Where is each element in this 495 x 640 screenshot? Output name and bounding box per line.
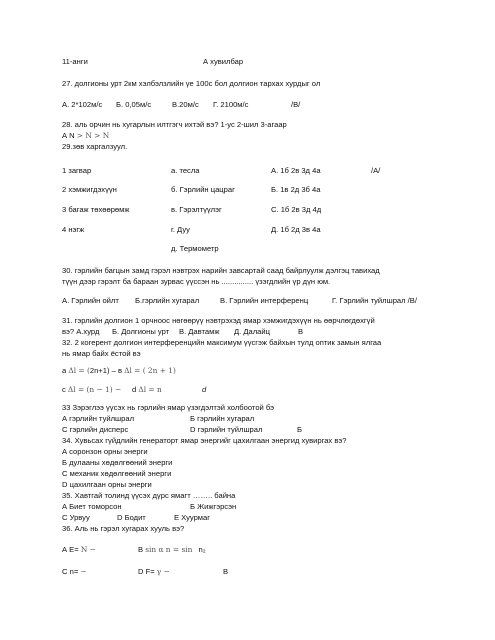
q36-answer: В <box>223 567 229 576</box>
q29-col3-item: Д. 1б 2д 3в 4а <box>271 225 321 234</box>
q36-option-d <box>138 567 170 576</box>
q27-text: 27. долгионы урт 2км хэлбэлзлийн үе 100с бол долгион тархах хурдыг ол <box>62 79 321 88</box>
q33-option-d: D гэрлийн туйлшрал <box>190 425 263 434</box>
q31-line2-c: В. Давтамж <box>179 327 220 336</box>
q29-col2-item: б. Гэрлийн цацраг <box>171 185 235 194</box>
q31-line2-a: вэ? А.хурд <box>62 327 100 336</box>
q30-option-d: Г. Гэрлийн туйлшрал /В/ <box>332 296 417 305</box>
q30-option-a: А. Гэрлийн ойлт <box>62 296 119 305</box>
q36-c-label: С n= <box>62 567 79 576</box>
q30-option-b: Б.гэрлийн хугарал <box>135 296 200 305</box>
q32-answer: d <box>202 385 207 394</box>
q29-col1-item: 4 нэгж <box>62 225 85 234</box>
q30-option-c: В. Гэрлийн интерференц <box>220 296 309 305</box>
q32-a-sep: – в <box>111 366 122 375</box>
q34-text: 34. Хувьсах гүйдлийн генераторт ямар энергийг цахилгаан энергид хувиргах вэ? <box>62 436 347 445</box>
q29-col1-item: 1 загвар <box>62 166 92 175</box>
q29-col2-item: а. тесла <box>171 166 200 175</box>
q28-answer-label: А N <box>62 131 75 140</box>
q27-option-d: Г. 2100м/с <box>213 100 249 109</box>
q29-col2-item: г. Дуу <box>171 225 190 234</box>
q34-option-c: С механик хөдөлгөөний энерги <box>62 469 172 478</box>
q35-option-a: А Биет томорсон <box>62 502 122 511</box>
q29-answer: /А/ <box>371 166 381 175</box>
q36-a-label: А E= <box>62 545 79 554</box>
q32-a-text: 2n+1) <box>89 366 110 375</box>
q35-option-b: Б Жижгэрсэн <box>190 502 237 511</box>
q27-option-b: Б. 0,05м/с <box>116 100 152 109</box>
q32-c-label: с <box>62 385 66 394</box>
variant-label: А хувилбар <box>203 57 244 66</box>
q36-d-math: γ − <box>156 567 170 576</box>
q33-option-a: А гэрлийн туйлшрал <box>62 414 135 423</box>
q36-c-math: − <box>80 567 87 576</box>
q31-line2-d: Д. Далайц <box>234 327 270 336</box>
q33-text: 33 Зэрэглээ үүсэх нь гэрлийн ямар үзэгдэлтэй холбоотой бэ <box>62 403 275 412</box>
q31-line1: 31. гэрлийн долгион 1 орчноос нөгөөрүү нэвтрэхэд ямар хэмжигдэхүүн нь өөрчлөгдөхгүй <box>62 316 375 325</box>
q36-d-label: D F= <box>138 567 155 576</box>
q34-option-b: Б дулааны хөдөлгөөний энерги <box>62 458 173 467</box>
q35-text: 35. Хавтгай толинд үүсэх дүрс ямагт …….. байна <box>62 491 236 500</box>
q36-option-c <box>62 567 87 576</box>
q28-answer <box>62 131 109 140</box>
q32-c-math: Δl = (n − 1) − <box>67 385 122 394</box>
q30-line1: 30. гэрлийн багцын замд гэрэл нэвтрэх нарийн завсартай саад байрлуулж дэлгэц тавихад <box>62 266 380 275</box>
q27-answer: /В/ <box>291 100 301 109</box>
q32-option-c <box>62 385 121 394</box>
q31-line2-b: Б. Долгионы урт <box>112 327 170 336</box>
q34-option-a: А соронзон орны энерги <box>62 447 148 456</box>
q32-d-label: d <box>132 385 137 394</box>
q36-a-math: N − <box>80 545 96 554</box>
q29-col3-item: С. 1б 2в 3д 4д <box>271 205 322 214</box>
q32-a-label: а <box>62 366 67 375</box>
q36-b-label: В <box>138 545 144 554</box>
q29-col2-item: в. Гэрэлтүүлэг <box>171 205 222 214</box>
q28-text: 28. аль орчин нь хугарлын илтгэгч ихтэй вэ? 1-ус 2-шил 3-агаар <box>62 120 287 129</box>
q31-answer: В <box>298 327 304 336</box>
q27-option-a: А. 2*102м/с <box>62 100 103 109</box>
q32-a-math: Δl = ( <box>68 366 90 375</box>
q32-b-math: Δl = ( 2n + 1) <box>124 366 176 375</box>
q32-option-a <box>62 366 176 375</box>
q32-option-d <box>132 385 162 394</box>
q28-answer-math: > N > N <box>76 131 110 140</box>
q35-option-d: D Бодит <box>117 513 146 522</box>
q35-option-e: Е Хуурмаг <box>174 513 211 522</box>
q36-option-b <box>138 545 206 554</box>
q29-col1-item: 2 хэмжигдэхүүн <box>62 185 117 194</box>
q30-line2: түүн дээр гэрэлт ба бараан зурвас үүссэн нь ............... үзэгдлийн үр дүн юм. <box>62 277 331 286</box>
q35-option-c: С Урвуу <box>62 513 90 522</box>
q29-text: 29.зөв харгалзуул. <box>62 142 128 151</box>
q32-d-math: Δl = n <box>138 385 162 394</box>
q33-answer: Б <box>297 425 302 434</box>
q36-b-tail: n₂ <box>198 545 206 554</box>
q29-col1-item: 3 багаж төхөөрөмж <box>62 205 130 214</box>
q32-line1: 32. 2 когерент долгион интерференцийн максимум үүсгэж байхын тулд оптик замын ялгаа <box>62 338 382 347</box>
q34-option-d: D цахилгаан орны энерги <box>62 480 152 489</box>
q36-option-a <box>62 545 96 554</box>
q29-col3-item: Б. 1в 2д 3б 4а <box>271 185 321 194</box>
q29-col3-item: А. 1б 2в 3д 4а <box>271 166 321 175</box>
q36-b-math: sin α n = sin <box>145 545 193 554</box>
q36-text: 36. Аль нь гэрэл хугарах хууль вэ? <box>62 524 185 533</box>
grade-label: 11-анги <box>62 57 88 66</box>
q29-col2-item: д. Термометр <box>171 244 219 253</box>
q33-option-c: С гэрлийн дисперс <box>62 425 129 434</box>
q32-line2: нь ямар байх ёстой вэ <box>62 349 141 358</box>
q27-option-c: В.20м/с <box>172 100 199 109</box>
q33-option-b: Б гэрлийн хугарал <box>190 414 255 423</box>
